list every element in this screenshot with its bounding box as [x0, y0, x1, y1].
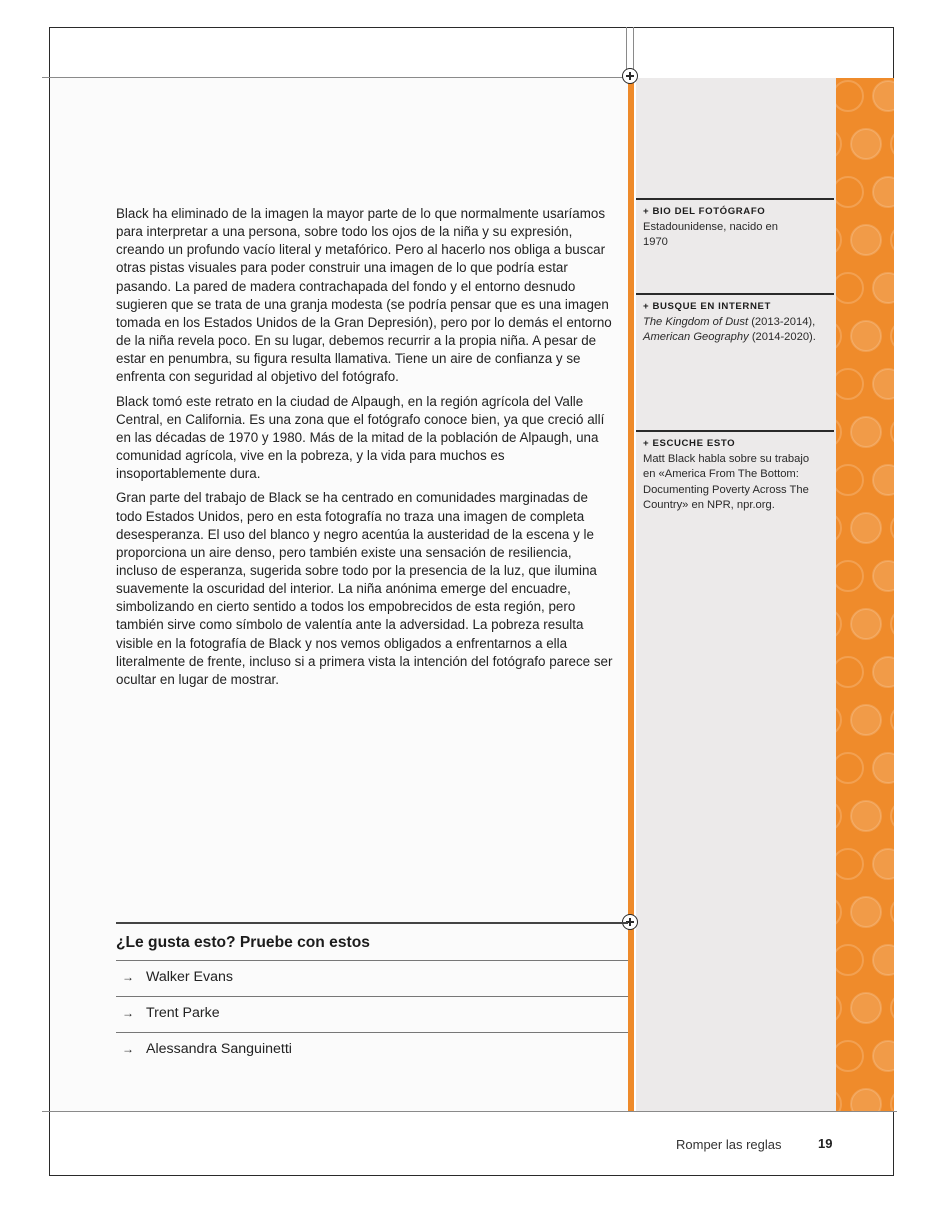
paragraph-1: Black ha eliminado de la imagen la mayor parte de lo que normalmente usaríamos para interpretar a una persona, sobre todo los ojos de la niña y su expresión, creando un profundo vacío literal y metafórico. Pero al hacerlo nos obliga a buscar otras pistas visuales para poder construir una imagen de lo que podría estar pasando. La pared de madera contrachapada del fondo y el entorno desnudo sugieren que se trata de una granja modesta (se podría pensar que es una imagen tomada en los Estados Unidos de la Gran Depresión), pero por lo demás el entorno de la niña revela poco. En su lugar, debemos recurrir a la propia niña. A pesar de estar en penumbra, su figura resulta llamativa. Tiene un aire de confianza y se enfrenta con seguridad al objetivo del fotógrafo.	[116, 206, 612, 385]
search-years-1: (2013-2014),	[748, 315, 816, 328]
pattern-circle	[851, 417, 881, 447]
pattern-circle	[851, 897, 881, 927]
pattern-circle	[873, 81, 894, 111]
page-number: 19	[818, 1136, 833, 1151]
pattern-circle	[873, 561, 894, 591]
recommendation-item[interactable]	[116, 996, 628, 1033]
pattern-circle	[873, 945, 894, 975]
pattern-circle	[873, 753, 894, 783]
search-title-1: The Kingdom of Dust	[643, 315, 749, 328]
pattern-circle	[851, 225, 881, 255]
pattern-circle	[891, 417, 894, 447]
pattern-circle	[873, 1041, 894, 1071]
pattern-circle	[836, 993, 841, 1023]
recommendation-name: Trent Parke	[146, 1005, 220, 1021]
registration-mark-top	[622, 68, 638, 84]
pattern-circle	[836, 513, 841, 543]
pattern-circle	[836, 273, 863, 303]
pattern-circle	[851, 705, 881, 735]
sidebar-bio	[643, 204, 831, 251]
pattern-circle	[836, 369, 863, 399]
pattern-circle	[891, 1089, 894, 1111]
paragraph-2: Black tomó este retrato en la ciudad de Alpaugh, en la región agrícola del Valle Central, en California. Es una zona que el fotógrafo conoce bien, ya que creció allí en las décadas de 1970 y 1980. Más de la mitad de la población de Alpaugh, una comunidad agrícola, vive en la pobreza, y la vida para muchos es insoportablemente dura.	[116, 393, 605, 482]
pattern-circle	[836, 465, 863, 495]
pattern-circle	[836, 561, 863, 591]
sidebar-search-heading: + BUSQUE EN INTERNET	[643, 301, 771, 312]
sidebar-search-text	[643, 315, 818, 346]
sidebar-listen-text: Matt Black habla sobre su trabajo en «America From The Bottom: Documenting Poverty Across The Country» en NPR, npr.org.	[643, 452, 810, 512]
arrow-right-icon: →	[122, 1006, 134, 1020]
pattern-circle	[891, 321, 894, 351]
paragraph-3: Gran parte del trabajo de Black se ha centrado en comunidades marginadas de todo Estados Unidos, pero en esta fotografía no traza una imagen de completa desesperanza. El uso del blanco y negro acentúa la austeridad de la escena y le proporciona un aire denso, pero también existe una sensación de resiliencia, incluso de esperanza, sugerida sobre todo por la presencia de la luz, que ilumina suavemente la oscuridad del interior. La niña anónima emerge del encuadre, simbolizando en cierto sentido a todos los empobrecidos de esta región, pero también sirve como símbolo de valentía ante la adversidad. La pobreza resulta visible en la fotografía de Black y nos vemos obligados a enfrentarnos a ella literalmente de frente, incluso si a primera vista la intención del fotógrafo parece ser ocultar en lugar de mostrar.	[116, 490, 613, 687]
recommendation-name: Alessandra Sanguinetti	[146, 1041, 292, 1057]
arrow-right-icon: →	[122, 1042, 134, 1056]
pattern-circle	[836, 801, 841, 831]
recommendation-item[interactable]	[116, 960, 628, 997]
pattern-circle	[836, 657, 863, 687]
pattern-circle	[891, 129, 894, 159]
pattern-circle	[851, 993, 881, 1023]
pattern-circle	[851, 129, 881, 159]
pattern-circle	[891, 225, 894, 255]
accent-stripe	[628, 78, 634, 1111]
pattern-circle	[891, 897, 894, 927]
pattern-circle	[891, 609, 894, 639]
pattern-circle	[836, 225, 841, 255]
pattern-circle	[891, 801, 894, 831]
pattern-circle	[836, 129, 841, 159]
pattern-circle	[851, 609, 881, 639]
arrow-right-icon: →	[122, 970, 134, 984]
sidebar-listen	[643, 436, 831, 514]
recommendation-name: Walker Evans	[146, 969, 233, 985]
pattern-circle	[891, 993, 894, 1023]
search-title-2: American Geography	[643, 331, 749, 344]
guide-line-top	[42, 77, 636, 78]
pattern-circle	[836, 81, 863, 111]
pattern-circle	[873, 465, 894, 495]
pattern-circle	[836, 417, 841, 447]
pattern-circle	[891, 513, 894, 543]
decorative-pattern-panel	[836, 78, 894, 1111]
pattern-circle	[836, 321, 841, 351]
pattern-circle	[836, 897, 841, 927]
pattern-circle	[851, 513, 881, 543]
pattern-circle	[873, 273, 894, 303]
pattern-circle	[836, 177, 863, 207]
pattern-circle	[836, 705, 841, 735]
decorative-q-pattern	[836, 78, 894, 1111]
pattern-circle	[851, 801, 881, 831]
pattern-circle	[836, 753, 863, 783]
pattern-circle	[836, 609, 841, 639]
pattern-circle	[873, 849, 894, 879]
pattern-circle	[873, 369, 894, 399]
sidebar-search	[643, 299, 831, 346]
pattern-circle	[836, 945, 863, 975]
recommendations-title: ¿Le gusta esto? Pruebe con estos	[116, 934, 370, 951]
body-text	[116, 205, 616, 695]
pattern-circle	[836, 1041, 863, 1071]
pattern-circle	[851, 1089, 881, 1111]
sidebar-rule-listen	[636, 430, 834, 432]
search-years-2: (2014-2020).	[748, 331, 816, 344]
sidebar-rule-search	[636, 293, 834, 295]
sidebar-listen-heading: + ESCUCHE ESTO	[643, 438, 736, 449]
sidebar-rule-bio	[636, 198, 834, 200]
recommendation-item[interactable]	[116, 1032, 628, 1069]
pattern-circle	[873, 657, 894, 687]
sidebar-bio-text: Estadounidense, nacido en 1970	[643, 220, 778, 249]
footer-section-title: Romper las reglas	[676, 1137, 782, 1152]
pattern-circle	[836, 1089, 841, 1111]
pattern-circle	[873, 177, 894, 207]
pattern-circle	[891, 705, 894, 735]
guide-line-bottom	[42, 1111, 897, 1112]
pattern-circle	[836, 849, 863, 879]
pattern-circle	[851, 321, 881, 351]
recommendations-rule	[116, 922, 628, 924]
sidebar-bio-heading: + BIO DEL FOTÓGRAFO	[643, 206, 766, 217]
